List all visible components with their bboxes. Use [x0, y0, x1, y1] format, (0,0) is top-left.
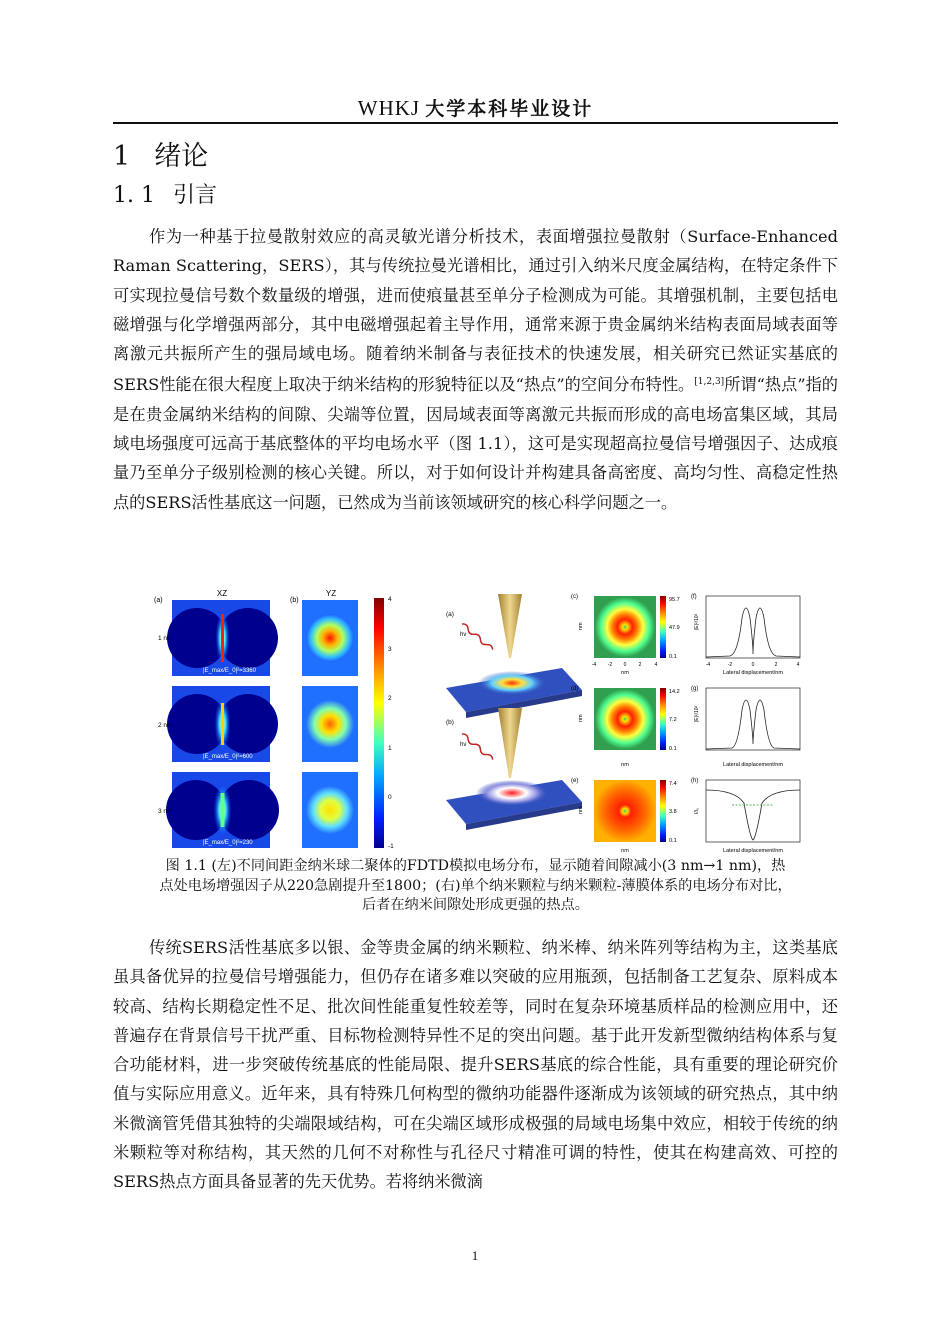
hv-lower: hν	[460, 742, 467, 748]
page-header	[113, 94, 838, 124]
gap-3nm: 3 nm	[158, 808, 173, 815]
g-ylabel: |E|²/10²	[694, 705, 700, 722]
f-xlabel: Lateral displacement/nm	[723, 670, 783, 676]
label-h: (h)	[691, 778, 699, 784]
figure-caption	[113, 857, 838, 916]
d-ylabel: nm	[578, 714, 584, 722]
caption-line-3: 后者在纳米间隙处形成更强的热点。	[361, 897, 589, 913]
f-xtick-1: -2	[727, 662, 733, 668]
chapter-title: 绪论	[154, 141, 209, 172]
label-d: (d)	[571, 686, 579, 692]
e-ylabel: nm	[578, 806, 584, 814]
label-c: (c)	[571, 594, 578, 600]
c-xtick-4: 4	[654, 662, 658, 668]
enh-230: |E_max/E_0|²=230	[203, 840, 253, 846]
dimer-row-2	[158, 686, 358, 762]
intro-paragraph-1	[113, 222, 838, 517]
enh-600: |E_max/E_0|²=600	[203, 754, 253, 760]
section-title: 引言	[172, 183, 217, 208]
g-xlabel: Lateral displacement/nm	[723, 762, 783, 768]
d-tick-3: 0.1	[669, 746, 677, 752]
label-a-mid: (a)	[446, 611, 454, 618]
e-tick-2: 3.8	[669, 809, 677, 815]
paragraph1-text-a: 作为一种基于拉曼散射效应的高灵敏光谱分析技术，表面增强拉曼散射（Surface-Enhanced Raman Scattering，SERS），其与传统拉曼光谱相比，通过引入纳米尺度金属结构，在特定条件下可实现拉曼信号数个数量级的增强，进而使痕量甚至单分子检测成为可能。其增强机制，主要包括电磁增强与化学增强两部分，其中电磁增强起着主导作用，通常来源于贵金属纳米结构表面局域表面等离激元共振所产生的强局域电场。随着纳米制备与表征技术的快速发展，相关研究已然证实基底的SERS性能在很大程度上取决于纳米结构的形貌特征以及“热点”的空间分布特性。	[113, 227, 838, 395]
e-tick-1: 7.4	[669, 781, 677, 787]
label-b-mid: (b)	[446, 719, 454, 726]
header-title-latin: WHKJ	[357, 96, 421, 120]
gap-1nm: 1 nm	[158, 635, 173, 642]
e-tick-3: 0.1	[669, 838, 677, 844]
citation: [1,2,3]	[694, 377, 725, 388]
label-e: (e)	[571, 778, 579, 784]
d-tick-2: 7.2	[669, 717, 677, 723]
c-xtick-3: 2	[638, 662, 642, 668]
chapter-heading	[113, 134, 208, 173]
cbar-tick-1: 1	[388, 745, 392, 752]
col-yz: YZ	[325, 589, 337, 598]
f-xtick-0: -4	[705, 662, 711, 668]
middle-panel-tip-illustration	[446, 594, 582, 830]
intro-paragraph-2: 传统SERS活性基底多以银、金等贵金属的纳米颗粒、纳米棒、纳米阵列等结构为主，这类基底虽具备优异的拉曼信号增强能力，但仍存在诸多难以突破的应用瓶颈，包括制备工艺复杂、原料成本较高、结构长期稳定性不足、批次间性能重复性较差等，同时在复杂环境基质样品的检测应用中，还普遍存在背景信号干扰严重、目标物检测特异性不足的突出问题。基于此开发新型微纳结构体系与复合功能材料，进一步突破传统基底的性能局限、提升SERS基底的综合性能，具有重要的理论研究价值与实际应用意义。近年来，具有特殊几何构型的微纳功能器件逐渐成为该领域的研究热点，其中纳米微滴管凭借其独特的尖端限域结构，可在尖端区域形成极强的局域电场集中效应，相较于传统的纳米颗粒等对称结构，其天然的几何不对称性与孔径尺寸精准可调的特性，使其在构建高效、可控的SERS热点方面具备显著的先天优势。若将纳米微滴	[113, 938, 838, 1192]
h-ylabel: I/I₀	[694, 807, 700, 814]
profile-f	[691, 594, 800, 676]
f-xtick-3: 2	[774, 662, 778, 668]
chapter-number: 1	[113, 141, 131, 172]
c-xlabel: nm	[621, 670, 629, 676]
figure-1-1	[150, 588, 810, 853]
f-xtick-2: 0	[751, 662, 755, 668]
left-panel-dimer-maps	[154, 589, 394, 850]
d-tick-1: 14.2	[669, 689, 680, 695]
c-ylabel: nm	[578, 622, 584, 630]
c-xtick-1: -2	[607, 662, 613, 668]
d-xlabel: nm	[621, 762, 629, 768]
c-xtick-0: -4	[591, 662, 597, 668]
c-xtick-2: 0	[623, 662, 627, 668]
cbar-tick-neg1: -1	[388, 843, 394, 850]
gap-2nm: 2 nm	[158, 722, 173, 729]
cbar-tick-0: 0	[388, 794, 392, 801]
caption-line-2: 点处电场增强因子从220急剧提升至1800；(右)单个纳米颗粒与纳米颗粒-薄膜体系的电场分布对比，	[159, 877, 792, 894]
dimer-row-3	[158, 772, 358, 848]
caption-line-1: 图 1.1 (左)不同间距金纳米球二聚体的FDTD模拟电场分布，显示随着间隙减小(3 nm→1 nm)，热	[165, 858, 786, 874]
e-xlabel: nm	[621, 848, 629, 853]
colorbar-left	[374, 596, 394, 850]
cbar-tick-4: 4	[388, 596, 392, 603]
c-tick-1: 95.7	[669, 597, 680, 603]
c-tick-3: 0.1	[669, 654, 677, 660]
enh-3360: |E_max/E_0|²=3360	[203, 668, 256, 674]
header-title-cn: 大学本科毕业设计	[425, 98, 594, 120]
c-tick-2: 47.9	[669, 625, 680, 631]
paragraph1-text-b: 所谓“热点”指的是在贵金属纳米结构的间隙、尖端等位置，因局域表面等离激元共振而形成的高电场富集区域，其局域电场强度可远高于基底整体的平均电场水平（图 1.1），这可是实现超高拉曼信号增强因子、达成痕量乃至单分子级别检测的核心关键。所以，对于如何设计并构建具备高密度、高均匀性、高稳定性热点的SERS活性基底这一问题，已然成为当前该领域研究的核心科学问题之一。	[113, 375, 838, 512]
cbar-tick-3: 3	[388, 646, 392, 653]
hv-upper: hν	[460, 632, 467, 638]
section-heading	[113, 178, 217, 209]
profile-g	[691, 686, 800, 768]
section-number: 1. 1	[113, 183, 155, 208]
label-f: (f)	[691, 594, 697, 600]
right-panel-field-maps	[571, 594, 800, 853]
f-xtick-4: 4	[796, 662, 800, 668]
profile-h	[691, 778, 800, 853]
label-g: (g)	[691, 686, 699, 692]
col-xz: XZ	[216, 589, 228, 598]
label-a-left: (a)	[154, 597, 163, 604]
f-ylabel: |E|²/10³	[694, 613, 700, 630]
label-b-left: (b)	[290, 597, 299, 604]
cbar-tick-2: 2	[388, 695, 392, 702]
dimer-row-1	[158, 600, 358, 676]
page-number: 1	[471, 1248, 479, 1263]
h-xlabel: Lateral displacement/nm	[723, 848, 783, 853]
